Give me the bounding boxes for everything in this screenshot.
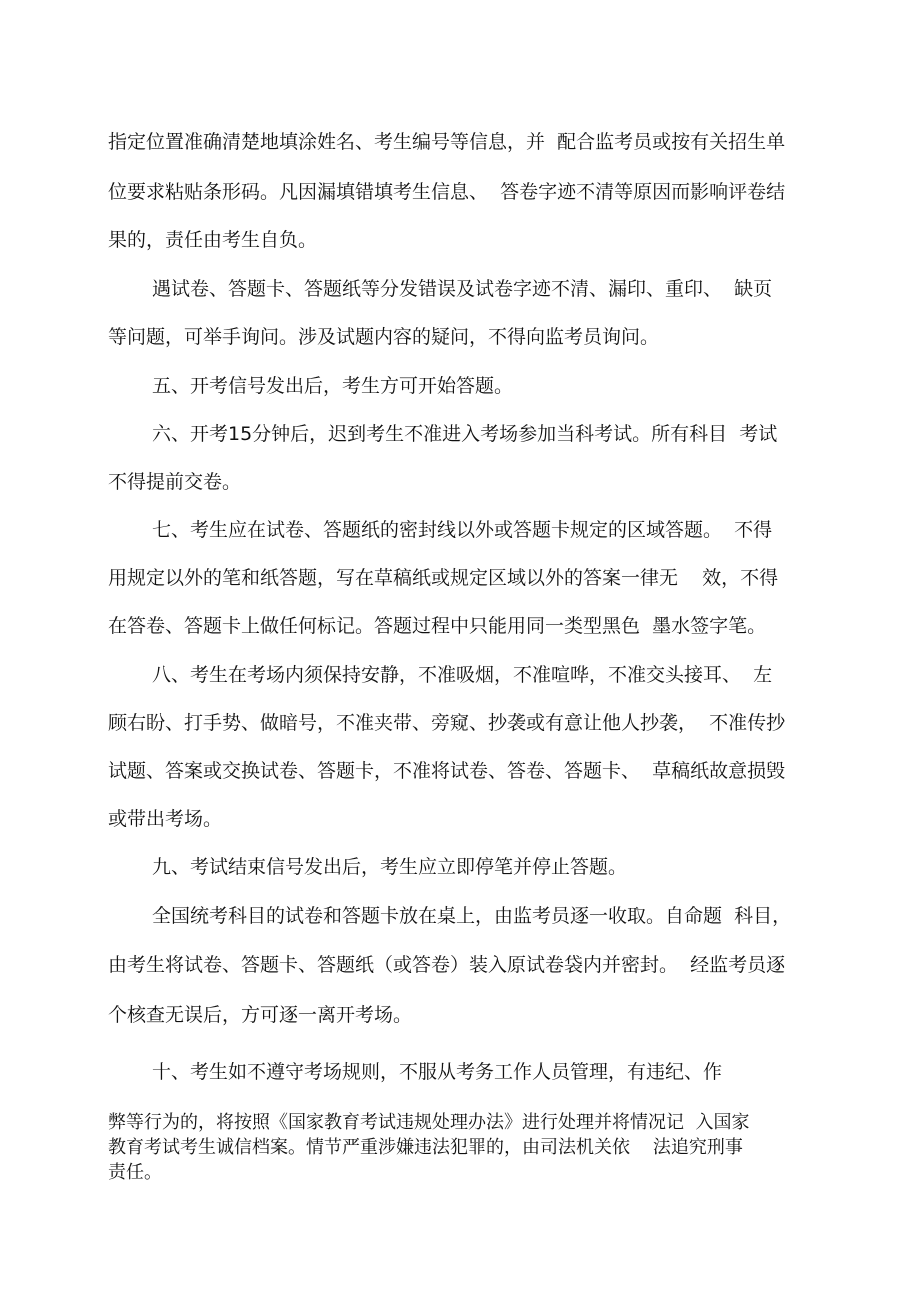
- paragraph-line: 用规定以外的笔和纸答题，写在草稿纸或规定区域以外的答案一律无 效，不得: [108, 567, 779, 589]
- paragraph-line: 顾右盼、打手势、做暗号，不准夹带、旁窥、抄袭或有意让他人抄袭， 不准传抄: [108, 712, 786, 734]
- paragraph-line: 七、考生应在试卷、答题纸的密封线以外或答题卡规定的区域答题。 不得: [152, 519, 773, 541]
- paragraph-line: 或带出考场。: [108, 808, 223, 830]
- paragraph-line: 等问题，可举手询问。涉及试题内容的疑问，不得向监考员询问。: [108, 326, 660, 348]
- paragraph-line: 弊等行为的，将按照《国家教育考试违规处理办法》进行处理并将情况记 入国家: [108, 1112, 750, 1133]
- paragraph-line: 试题、答案或交换试卷、答题卡，不准将试卷、答卷、答题卡、 草稿纸故意损毁: [108, 760, 786, 782]
- paragraph-line: 六、开考15分钟后，迟到考生不准进入考场参加当科考试。所有科目 考试: [152, 423, 778, 445]
- paragraph-line: 个核查无误后，方可逐一离开考场。: [108, 1004, 413, 1026]
- paragraph-line: 五、开考信号发出后，考生方可开始答题。: [152, 375, 514, 397]
- paragraph-line: 全国统考科目的试卷和答题卡放在桌上，由监考员逐一收取。自命题 科目，: [152, 905, 792, 927]
- paragraph-line: 指定位置准确清楚地填涂姓名、考生编号等信息，并 配合监考员或按有关招生单: [108, 131, 786, 153]
- paragraph-line: 教育考试考生诚信档案。情节严重涉嫌违法犯罪的，由司法机关依 法追究刑事: [108, 1137, 743, 1158]
- paragraph-line: 不得提前交卷。: [108, 471, 242, 493]
- paragraph-line: 九、考试结束信号发出后，考生应立即停笔并停止答题。: [152, 856, 628, 878]
- paragraph-line: 十、考生如不遵守考场规则，不服从考务工作人员管理，有违纪、作: [152, 1061, 723, 1083]
- paragraph-line: 责任。: [108, 1162, 162, 1183]
- paragraph-line: 遇试卷、答题卡、答题纸等分发错误及试卷字迹不清、漏印、重印、 缺页: [152, 278, 773, 300]
- paragraph-line: 由考生将试卷、答题卡、答题纸（或答卷）装入原试卷袋内并密封。 经监考员逐: [108, 954, 786, 976]
- paragraph-line: 位要求粘贴条形码。凡因漏填错填考生信息、 答卷字迹不清等原因而影响评卷结: [108, 181, 786, 203]
- paragraph-line: 在答卷、答题卡上做任何标记。答题过程中只能用同一类型黑色 墨水签字笔。: [108, 615, 767, 637]
- paragraph-line: 八、考生在考场内须保持安静，不准吸烟，不准喧哗，不准交头接耳、 左: [152, 664, 773, 686]
- paragraph-line: 果的，责任由考生自负。: [108, 229, 318, 251]
